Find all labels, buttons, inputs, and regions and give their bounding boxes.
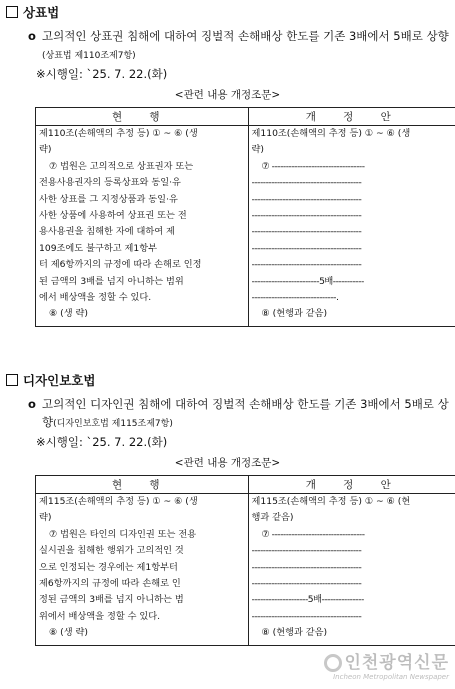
table-line: ⑧ (현행과 같음) [261,308,328,320]
table-line: 된 금액의 3배를 넘지 아니하는 범위 [39,275,184,287]
table-line: --------------------------------------- [251,177,362,189]
table-line: --------------------------------------- [251,610,362,622]
newspaper-watermark: 인천광역신문 Incheon Metropolitan Newspaper [324,648,449,681]
table-line: 략) [39,144,52,156]
table-line: ⑦ --------------------------------- [261,528,365,540]
table-line: ⑧ (생 략) [49,308,88,320]
bullet-circle-icon: o [28,397,36,411]
table-line: --------------------5배--------------- [251,594,364,606]
section-title: 디자인보호법 [6,372,449,390]
comparison-table [35,475,455,646]
table-line: ⑦ --------------------------------- [261,160,365,172]
summary-bullet: o 고의적인 상표권 침해에 대하여 징벌적 손해배상 한도를 기존 3배에서 5배로 상향(상표법 제110조제7항) [28,29,449,61]
current-text-cell [36,126,249,327]
table-line: --------------------------------------- [251,561,362,573]
bullet-circle-icon: o [28,29,36,43]
table-line: 제110조(손해액의 추정 등) ① ~ ⑥ (생 [251,128,411,139]
revised-text-cell [248,494,455,646]
effective-date: ※시행일: `25. 7. 22.(화) [36,67,168,81]
table-line: --------------------------------------- [251,193,362,205]
table-line: 략) [251,144,264,156]
table-line: 사한 상품에 사용하여 상표권 또는 전 [39,210,187,222]
table-line: ⑧ (현행과 같음) [261,627,328,639]
effective-date: ※시행일: `25. 7. 22.(화) [36,435,168,449]
table-line: ------------------------------. [251,292,339,304]
comparison-table [35,107,455,327]
table-line: 제115조(손해액의 추정 등) ① ~ ⑥ (현 [251,496,411,507]
checkbox-square-icon [6,374,18,386]
table-line: 행과 같음) [251,512,294,524]
table-line: --------------------------------------- [251,242,362,254]
column-header-current: 현 행 [36,476,249,494]
table-line: --------------------------------------- [251,210,362,222]
table-line: ⑧ (생 략) [49,627,88,639]
revised-text-cell [248,126,455,327]
table-line: 정된 금액의 3배를 넘지 아니하는 범 [39,594,184,606]
table-line: --------------------------------------- [251,259,362,271]
table-line: 제110조(손해액의 추정 등) ① ~ ⑥ (생 [39,128,198,139]
table-line: 109조에도 불구하고 제1항부 [39,242,157,254]
table-line: ⑦ 법원은 타인의 디자인권 또는 전용 [49,528,197,540]
newspaper-logo-icon [324,654,342,672]
table-line: 실시권을 침해한 행위가 고의적인 것 [39,545,184,557]
section-title: 상표법 [6,4,449,22]
table-line: 제6항까지의 규정에 따라 손해로 인 [39,578,181,590]
table-line: ⑦ 법원은 고의적으로 상표권자 또는 [49,160,194,172]
column-header-revised: 개 정 안 [248,108,455,126]
table-line: 터 제6항까지의 규정에 따라 손해로 인정 [39,259,202,271]
table-caption: <관련 내용 개정조문> [174,457,281,469]
section-trademark [6,4,449,327]
table-line: --------------------------------------- [251,578,362,590]
table-line: --------------------------------------- [251,226,362,238]
checkbox-square-icon [6,6,18,18]
table-line: 위에서 배상액을 정할 수 있다. [39,610,161,622]
section-design-protection [6,372,449,646]
table-line: 에서 배상액을 정할 수 있다. [39,292,152,304]
table-caption: <관련 내용 개정조문> [174,89,281,101]
table-line: ------------------------5배----------- [251,275,364,287]
table-line: 제115조(손해액의 추정 등) ① ~ ⑥ (생 [39,496,198,507]
table-line: 전용사용권자의 등록상표와 동일·유 [39,177,181,189]
table-line: 사한 상표를 그 지정상품과 동일·유 [39,193,178,205]
column-header-current: 현 행 [36,108,249,126]
table-line: --------------------------------------- [251,545,362,557]
summary-bullet: o 고의적인 디자인권 침해에 대하여 징벌적 손해배상 한도를 기존 3배에서 5배로 상향(디자인보호법 제115조제7항) [28,397,449,429]
table-line: 략) [39,512,52,524]
current-text-cell [36,494,249,646]
table-line: 으로 인정되는 경우에는 제1항부터 [39,561,178,573]
table-line: 용사용권을 침해한 자에 대하여 제 [39,226,175,238]
column-header-revised: 개 정 안 [248,476,455,494]
